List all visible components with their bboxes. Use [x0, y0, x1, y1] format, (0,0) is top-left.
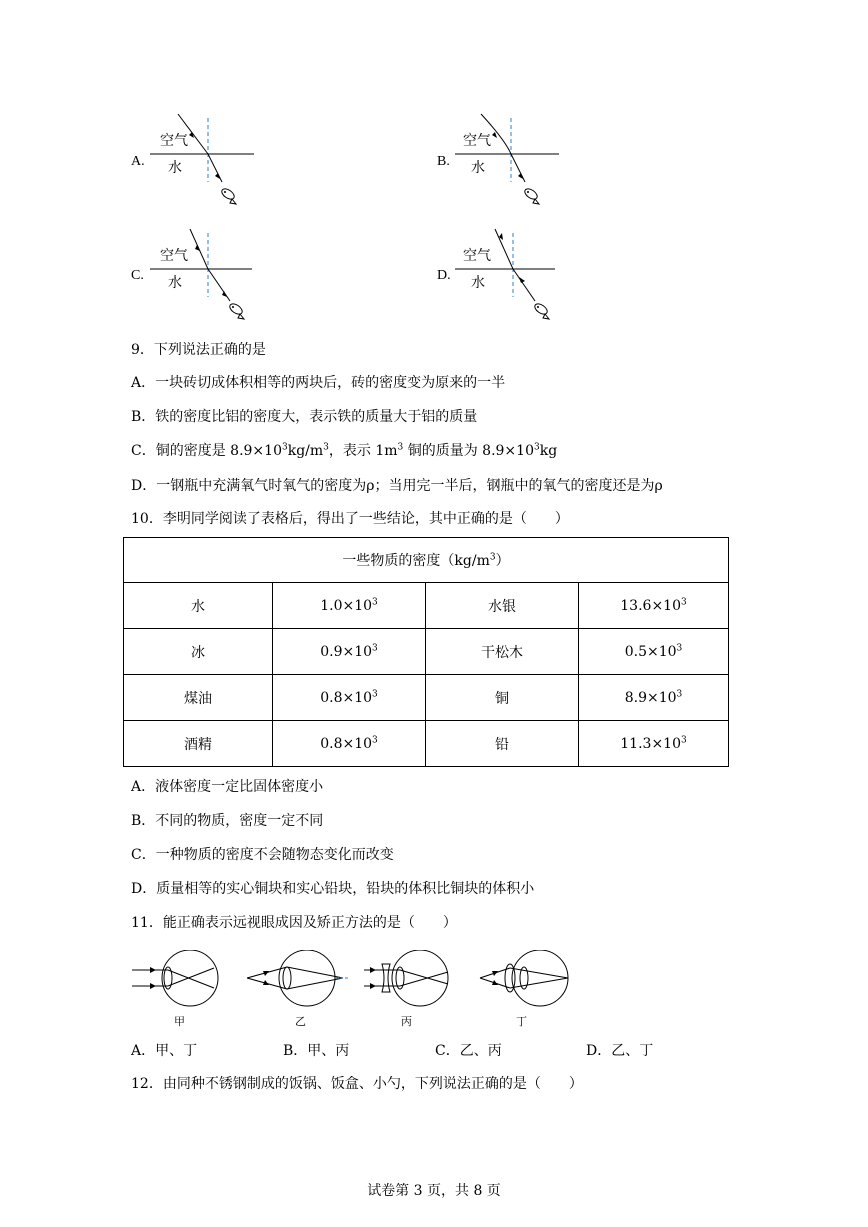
option-c-label: C.	[131, 268, 144, 283]
air-label: 空气	[463, 133, 491, 149]
q11-option-b: B．甲、丙	[283, 1043, 350, 1059]
table-row: 水 $1.0\times 10^3$ 水银 $13.6\times 10^3$	[124, 583, 729, 629]
q11-stem: 11．能正确表示远视眼成因及矫正方法的是（ ）	[131, 915, 457, 931]
water-label: 水	[168, 275, 182, 291]
refraction-diagram-b	[455, 110, 565, 215]
q10-option-a: A．液体密度一定比固体密度小	[131, 779, 324, 795]
page-footer: 试卷第 3 页，共 8 页	[367, 1183, 501, 1199]
eye-diagram-jia	[130, 950, 225, 1012]
option-b-label: B.	[437, 154, 450, 169]
table-caption: 一些物质的密度$(kg/m^3)$	[124, 538, 729, 583]
density-table	[123, 537, 729, 767]
q9-option-b: B．铁的密度比铝的密度大，表示铁的质量大于铝的质量	[131, 409, 478, 425]
air-label: 空气	[160, 133, 188, 149]
q11-option-d: D．乙、丁	[586, 1043, 654, 1059]
eye-diagram-ding	[478, 950, 573, 1012]
fish-icon	[533, 302, 549, 319]
refraction-diagram-a	[150, 110, 260, 215]
eye-label-bing: 丙	[401, 1015, 412, 1028]
water-label: 水	[471, 160, 485, 176]
air-label: 空气	[463, 248, 491, 264]
eye-label-yi: 乙	[295, 1015, 306, 1028]
q11-option-c: C．乙、丙	[435, 1043, 502, 1059]
q9-option-d: D．一钢瓶中充满氧气时氧气的密度为ρ；当用完一半后，钢瓶中的氧气的密度还是为ρ	[131, 478, 663, 494]
table-row: 酒精 $0.8\times 10^3$ 铅 $11.3\times 10^3$	[124, 721, 729, 767]
refraction-diagram-d	[455, 225, 565, 330]
q9-stem: 9．下列说法正确的是	[131, 342, 266, 358]
option-d-label: D.	[437, 268, 451, 283]
q10-option-c: C．一种物质的密度不会随物态变化而改变	[131, 847, 394, 863]
q12-stem: 12．由同种不锈钢制成的饭锅、饭盒、小勺，下列说法正确的是（ ）	[131, 1076, 583, 1092]
q9-option-c: C．铜的密度是 $8.9\times 10^3kg/m^3$，表示 $1m^3$ 铜的质量为 $8.9\times 10^3kg$	[131, 442, 558, 459]
q10-option-d: D．质量相等的实心铜块和实心铅块，铅块的体积比铜块的体积小	[131, 881, 535, 897]
eye-diagram-bing	[362, 950, 452, 1012]
eye-label-jia: 甲	[174, 1015, 185, 1028]
fish-icon	[523, 187, 539, 204]
q11-option-a: A．甲、丁	[131, 1043, 198, 1059]
table-row: 煤油 $0.8\times 10^3$ 铜 $8.9\times 10^3$	[124, 675, 729, 721]
q10-stem: 10．李明同学阅读了表格后，得出了一些结论，其中正确的是（ ）	[131, 511, 569, 527]
fish-icon	[228, 302, 244, 319]
eye-diagram-yi	[245, 950, 350, 1012]
q10-option-b: B．不同的物质，密度一定不同	[131, 813, 324, 829]
table-row: 冰 $0.9\times 10^3$ 干松木 $0.5\times 10^3$	[124, 629, 729, 675]
q9-option-a: A．一块砖切成体积相等的两块后，砖的密度变为原来的一半	[131, 375, 506, 391]
air-label: 空气	[160, 248, 188, 264]
water-label: 水	[471, 275, 485, 291]
option-a-label: A.	[131, 154, 145, 169]
eye-label-ding: 丁	[516, 1015, 527, 1028]
refraction-diagram-c	[150, 225, 260, 330]
fish-icon	[220, 187, 236, 204]
water-label: 水	[168, 160, 182, 176]
